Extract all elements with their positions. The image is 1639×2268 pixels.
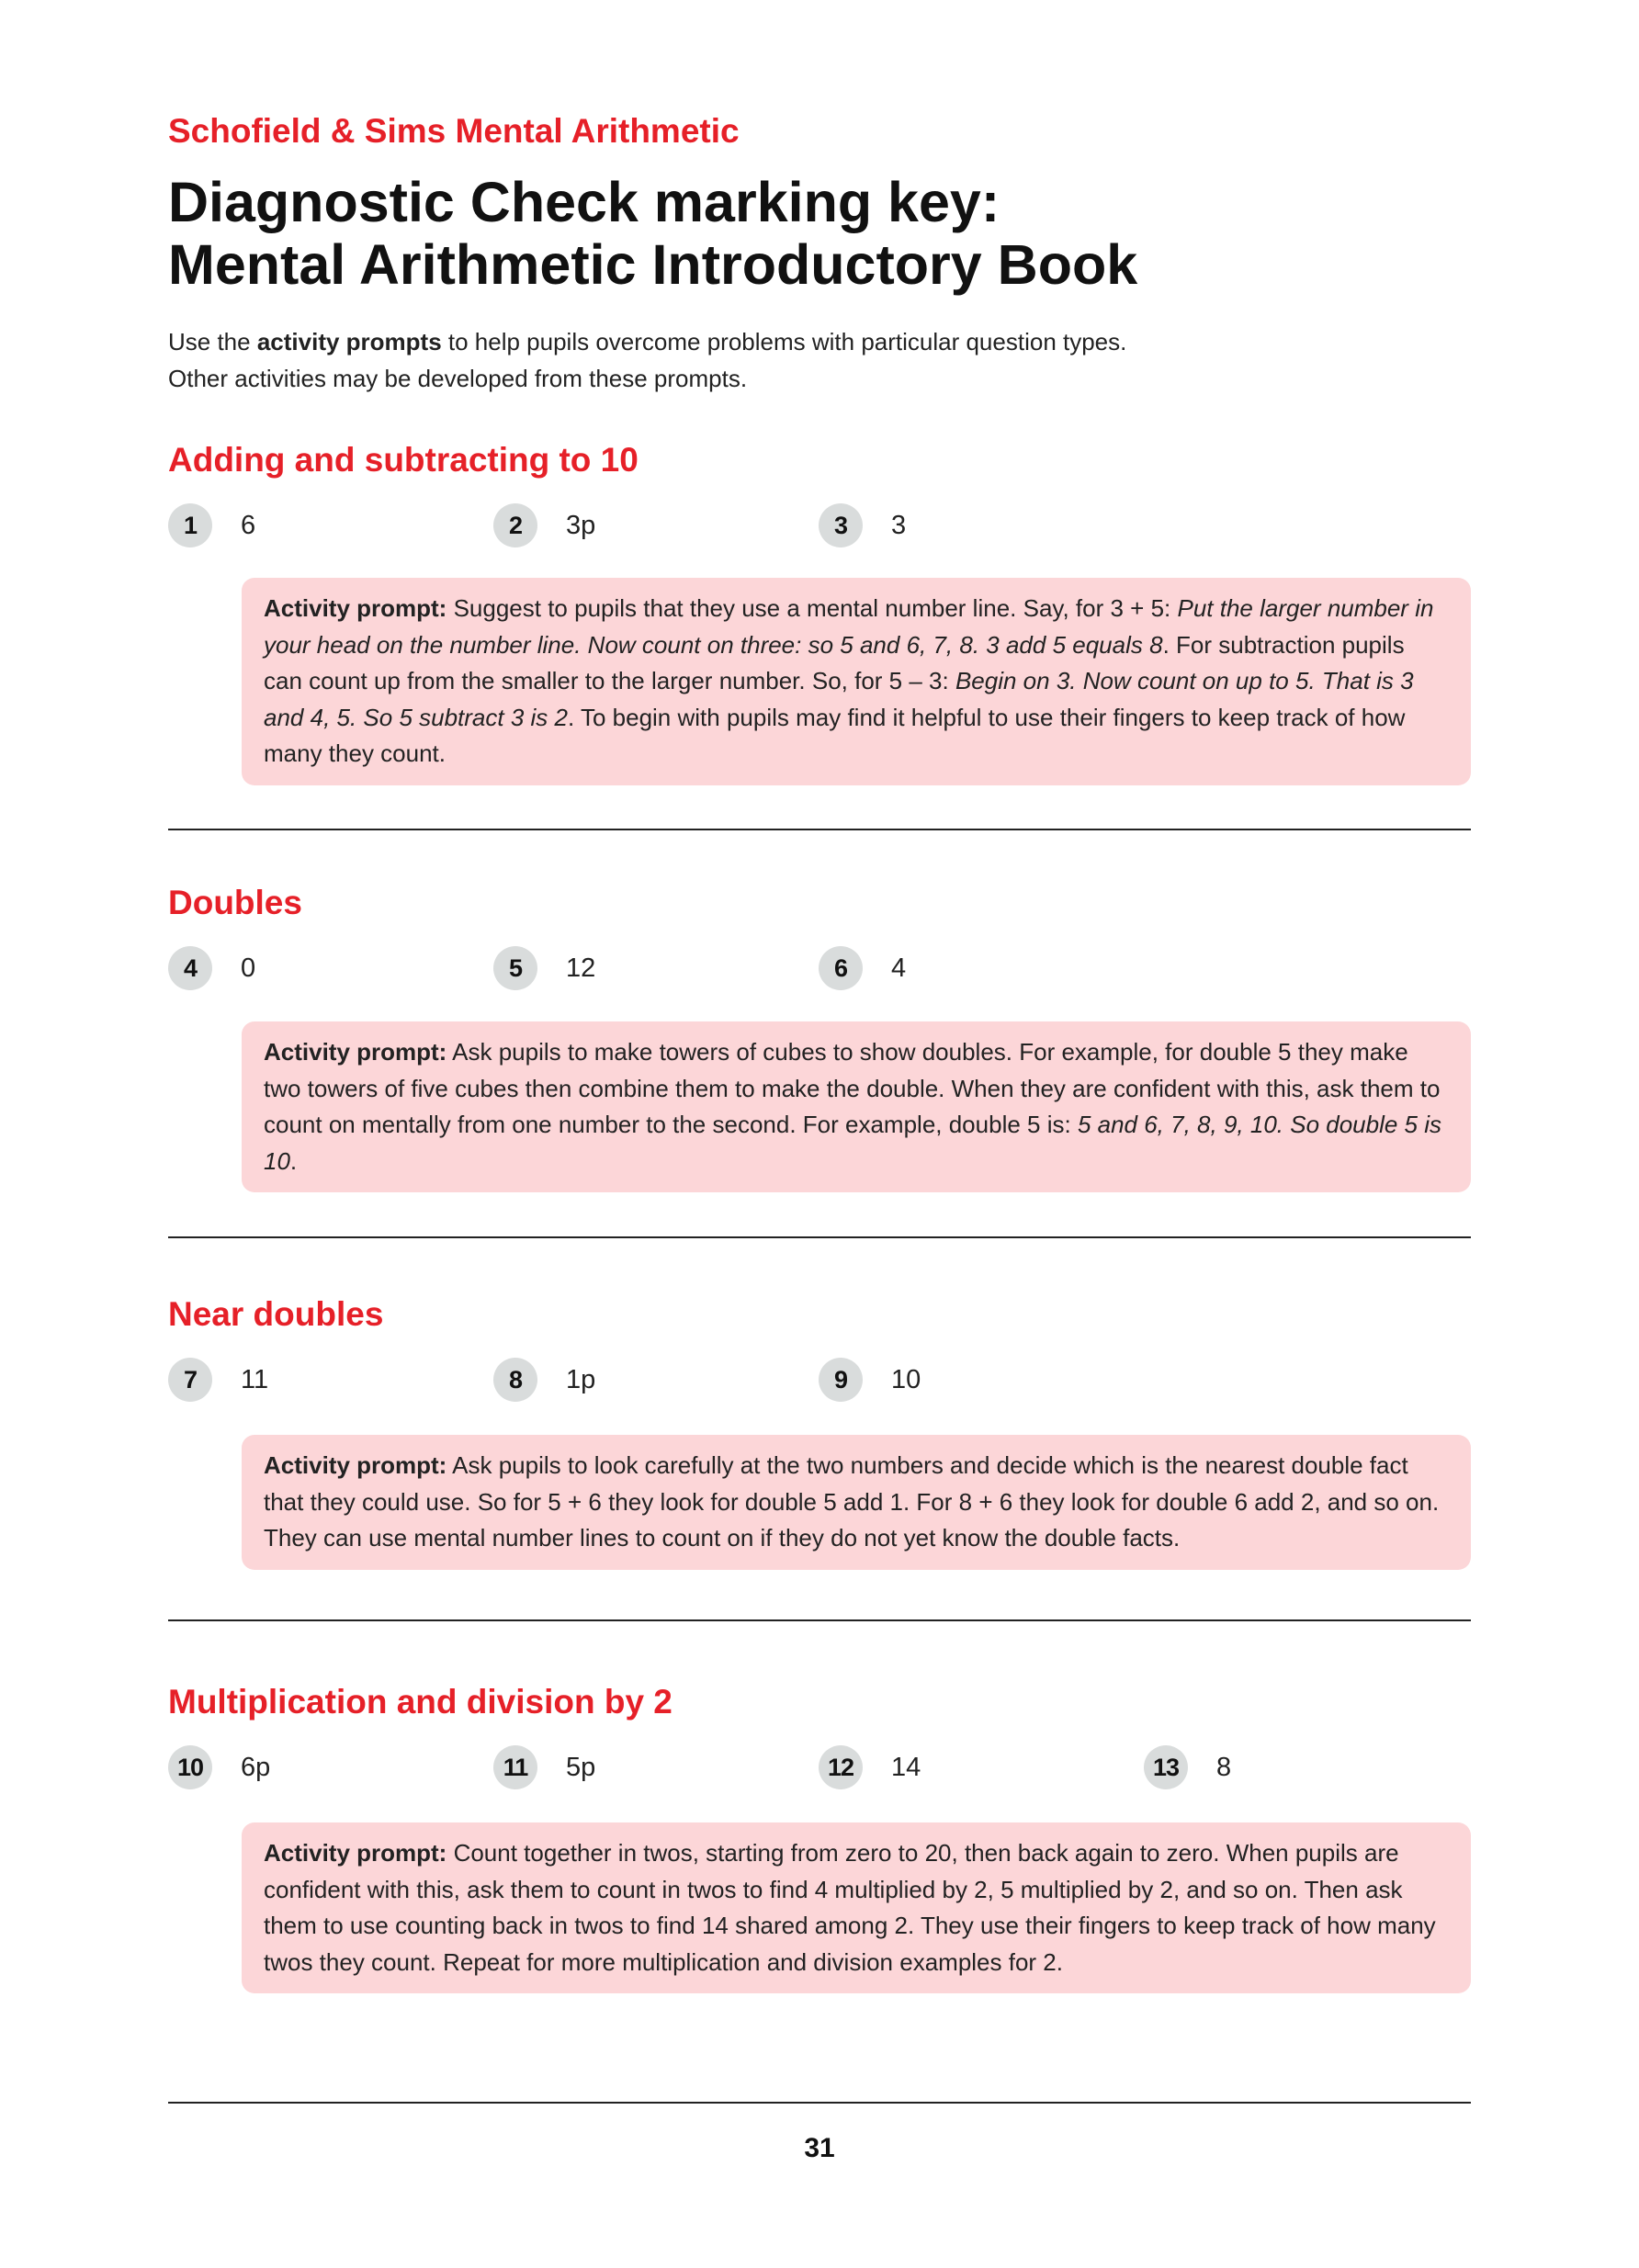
question-number-badge: 7	[168, 1358, 212, 1402]
answer-item	[819, 503, 906, 547]
answer-value: 3	[891, 510, 907, 540]
question-number-badge: 5	[493, 946, 537, 990]
activity-prompt-box	[242, 1822, 1471, 1993]
answer-item	[819, 1358, 921, 1402]
question-number-badge: 13	[1144, 1745, 1188, 1789]
question-number-badge: 10	[168, 1745, 212, 1789]
intro-line1-bold: activity prompts	[256, 328, 442, 355]
activity-prompt-box	[242, 1435, 1471, 1570]
question-number-badge: 8	[493, 1358, 537, 1402]
section-divider	[168, 2102, 1471, 2104]
answer-value: 5p	[566, 1752, 596, 1782]
activity-prompt-label: Activity prompt:	[264, 594, 447, 622]
section-title: Near doubles	[168, 1295, 384, 1333]
answer-item	[168, 1358, 268, 1402]
section-title: Multiplication and division by 2	[168, 1683, 673, 1721]
answer-value: 10	[891, 1364, 921, 1394]
section-near-doubles	[168, 1293, 1471, 1405]
prompt-text: Suggest to pupils that they use a mental number line. Say, for 3 + 5:	[446, 594, 1178, 622]
title-line-2: Mental Arithmetic Introductory Book	[168, 233, 1138, 296]
activity-prompt-box	[242, 578, 1471, 785]
section-title: Doubles	[168, 884, 302, 921]
answer-item	[1144, 1745, 1231, 1789]
title-line-1: Diagnostic Check marking key:	[168, 171, 1000, 233]
page-title	[168, 171, 1137, 296]
question-number-badge: 9	[819, 1358, 863, 1402]
section-multiplication-division	[168, 1681, 1471, 1793]
prompt-italic-text: 5 and 6, 7, 8, 9, 10. So double 5 is 10	[264, 1111, 1442, 1175]
prompt-text: Ask pupils to make towers of cubes to show doubles. For example, for double 5 they make two towers of five cubes then combine them to make the double. When they are confident with this, ask them to count on mentally from one number to the second. For example, double 5 is:	[264, 1038, 1441, 1138]
answer-item	[493, 1745, 595, 1789]
prompt-text: Count together in twos, starting from zero to 20, then back again to zero. When pupils are confident with this, ask them to count in twos to find 4 multiplied by 2, 5 multiplied by 2, and so on. Then ask them to use counting back in twos to find 14 shared among 2. They use their fingers to keep track of how many twos they count. Repeat for more multiplication and division examples for 2.	[264, 1839, 1436, 1976]
answer-value: 8	[1216, 1752, 1232, 1782]
answer-value: 3p	[566, 510, 596, 540]
answer-item	[493, 946, 595, 990]
activity-prompt-label: Activity prompt:	[264, 1451, 447, 1479]
activity-prompt-label: Activity prompt:	[264, 1839, 447, 1867]
answer-value: 12	[566, 953, 596, 983]
intro-text	[168, 323, 1126, 397]
prompt-text: .	[289, 1146, 298, 1175]
answer-item	[168, 946, 255, 990]
section-doubles	[168, 882, 1471, 994]
answer-row	[168, 946, 1471, 994]
intro-line2: Other activities may be developed from these prompts.	[168, 365, 748, 392]
answer-value: 11	[241, 1364, 269, 1394]
answer-item	[168, 503, 255, 547]
answer-value: 0	[241, 953, 256, 983]
answer-value: 6	[241, 510, 256, 540]
answer-item	[493, 503, 595, 547]
prompt-text: . For subtraction pupils can count up from the smaller to the larger number. So, for 5 – 3:	[264, 630, 1405, 694]
activity-prompt-label: Activity prompt:	[264, 1038, 447, 1066]
prompt-italic-text: Begin on 3. Now count on up to 5. That is 3 and 4, 5. So 5 subtract 3 is 2	[264, 667, 1414, 731]
section-divider	[168, 1619, 1471, 1621]
section-adding-subtracting	[168, 439, 1471, 551]
section-divider	[168, 829, 1471, 830]
question-number-badge: 11	[493, 1745, 537, 1789]
answer-item	[493, 1358, 595, 1402]
answer-row	[168, 1358, 1471, 1405]
answer-item	[819, 946, 906, 990]
answer-value: 14	[891, 1752, 921, 1782]
page-number: 31	[804, 2133, 835, 2163]
answer-value: 6p	[241, 1752, 271, 1782]
question-number-badge: 3	[819, 503, 863, 547]
intro-line1-pre: Use the	[168, 328, 257, 355]
prompt-text: . To begin with pupils may find it helpful to use their fingers to keep track of how many they count.	[264, 703, 1406, 767]
answer-value: 1p	[566, 1364, 596, 1394]
question-number-badge: 1	[168, 503, 212, 547]
prompt-text: Ask pupils to look carefully at the two numbers and decide which is the nearest double fact that they could use. So for 5 + 6 they look for double 5 add 1. For 8 + 6 they look for double 6 add 2, and so on. They can use mental number lines to count on if they do not yet know the double facts.	[264, 1451, 1440, 1551]
section-divider	[168, 1236, 1471, 1238]
intro-line1-post: to help pupils overcome problems with particular question types.	[441, 328, 1127, 355]
question-number-badge: 12	[819, 1745, 863, 1789]
series-title: Schofield & Sims Mental Arithmetic	[168, 112, 740, 150]
question-number-badge: 2	[493, 503, 537, 547]
answer-item	[819, 1745, 921, 1789]
question-number-badge: 4	[168, 946, 212, 990]
prompt-italic-text: Put the larger number in your head on the number line. Now count on three: so 5 and 6, 7, 8. 3 add 5 equals 8	[264, 594, 1434, 659]
question-number-badge: 6	[819, 946, 863, 990]
answer-item	[168, 1745, 270, 1789]
answer-row	[168, 1745, 1471, 1793]
answer-value: 4	[891, 953, 907, 983]
answer-row	[168, 503, 1471, 551]
section-title: Adding and subtracting to 10	[168, 441, 639, 479]
activity-prompt-box	[242, 1021, 1471, 1192]
